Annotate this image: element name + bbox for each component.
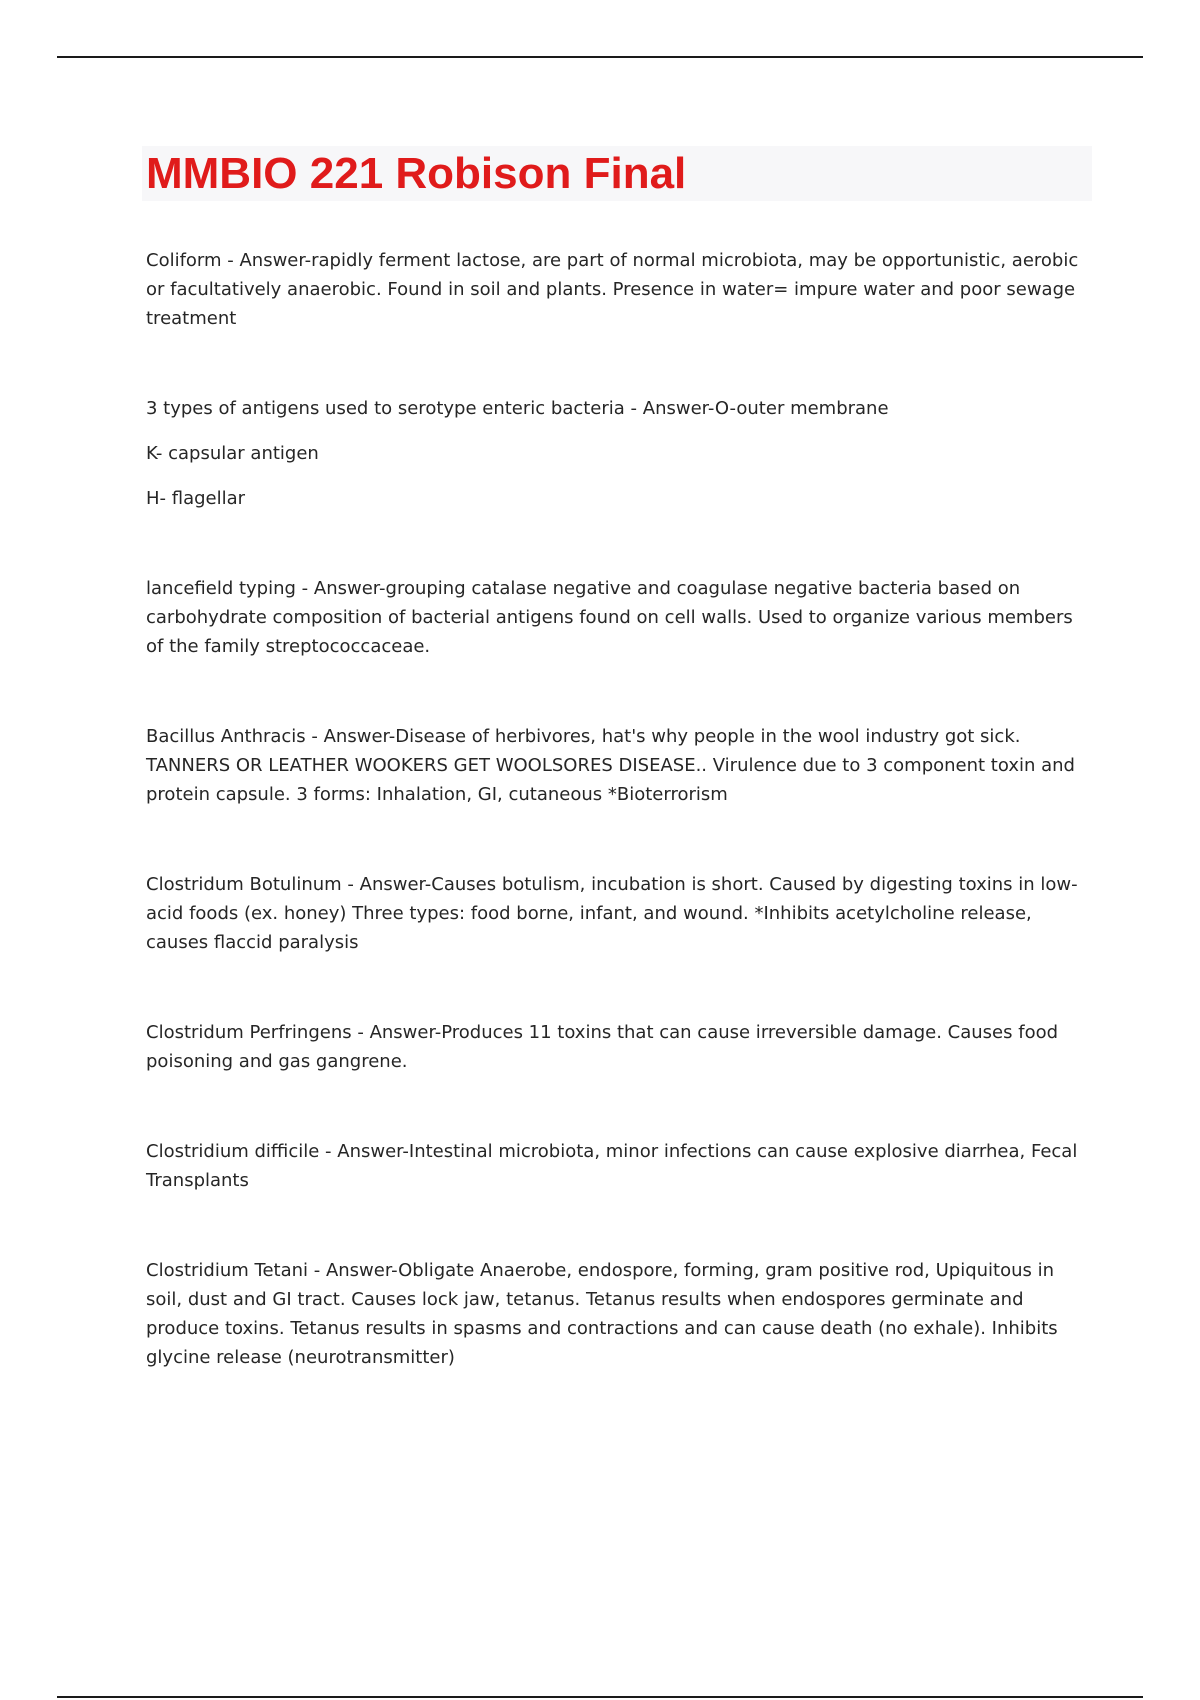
- entry-subline-h-antigen: H- flagellar: [146, 488, 246, 509]
- page-title: MMBIO 221 Robison Final: [146, 149, 687, 198]
- entry-text: 3 types of antigens used to serotype enteric bacteria - Answer-O-outer membrane: [146, 398, 889, 419]
- entry-text: Coliform - Answer-rapidly ferment lactose, are part of normal microbiota, may be opportunistic, aerobic or facultatively anaerobic. Found in soil and plants. Presence in water= impure water and poor sewage treatment: [146, 250, 1079, 329]
- entry-clostridum-botulinum: [146, 870, 1091, 957]
- entry-bacillus-anthracis: [146, 722, 1091, 809]
- entry-text: Clostridium difficile - Answer-Intestinal microbiota, minor infections can cause explosive diarrhea, Fecal Transplants: [146, 1141, 1078, 1191]
- entry-subline-k-antigen: K- capsular antigen: [146, 443, 319, 464]
- entry-text: Bacillus Anthracis - Answer-Disease of herbivores, hat's why people in the wool industry got sick. TANNERS OR LEATHER WOOKERS GET WOOLSORES DISEASE.. Virulence due to 3 component toxin and protein capsule. 3 forms: Inhalation, GI, cutaneous *Bioterrorism: [146, 726, 1075, 805]
- entry-enteric-antigens: [146, 394, 1091, 513]
- entry-coliform: [146, 246, 1091, 333]
- header-rule: [57, 56, 1143, 58]
- entry-clostridium-difficile: [146, 1137, 1091, 1195]
- entry-clostridium-tetani: [146, 1256, 1091, 1372]
- document-body: [146, 246, 1091, 1433]
- entry-lancefield-typing: [146, 574, 1091, 661]
- footer-rule: [57, 1696, 1143, 1698]
- entry-clostridum-perfringens: [146, 1018, 1091, 1076]
- entry-text: lancefield typing - Answer-grouping catalase negative and coagulase negative bacteria based on carbohydrate composition of bacterial antigens found on cell walls. Used to organize various members of the family streptococcaceae.: [146, 578, 1073, 657]
- entry-text: Clostridium Tetani - Answer-Obligate Anaerobe, endospore, forming, gram positive rod, Upiquitous in soil, dust and GI tract. Causes lock jaw, tetanus. Tetanus results when endospores germinate and produce toxins. Tetanus results in spasms and contractions and can cause death (no exhale). Inhibits glycine release (neurotransmitter): [146, 1260, 1058, 1368]
- entry-text: Clostridum Botulinum - Answer-Causes botulism, incubation is short. Caused by digesting toxins in low-acid foods (ex. honey) Three types: food borne, infant, and wound. *Inhibits acetylcholine release, causes flaccid paralysis: [146, 874, 1078, 953]
- entry-text: Clostridum Perfringens - Answer-Produces 11 toxins that can cause irreversible damage. Causes food poisoning and gas gangrene.: [146, 1022, 1059, 1072]
